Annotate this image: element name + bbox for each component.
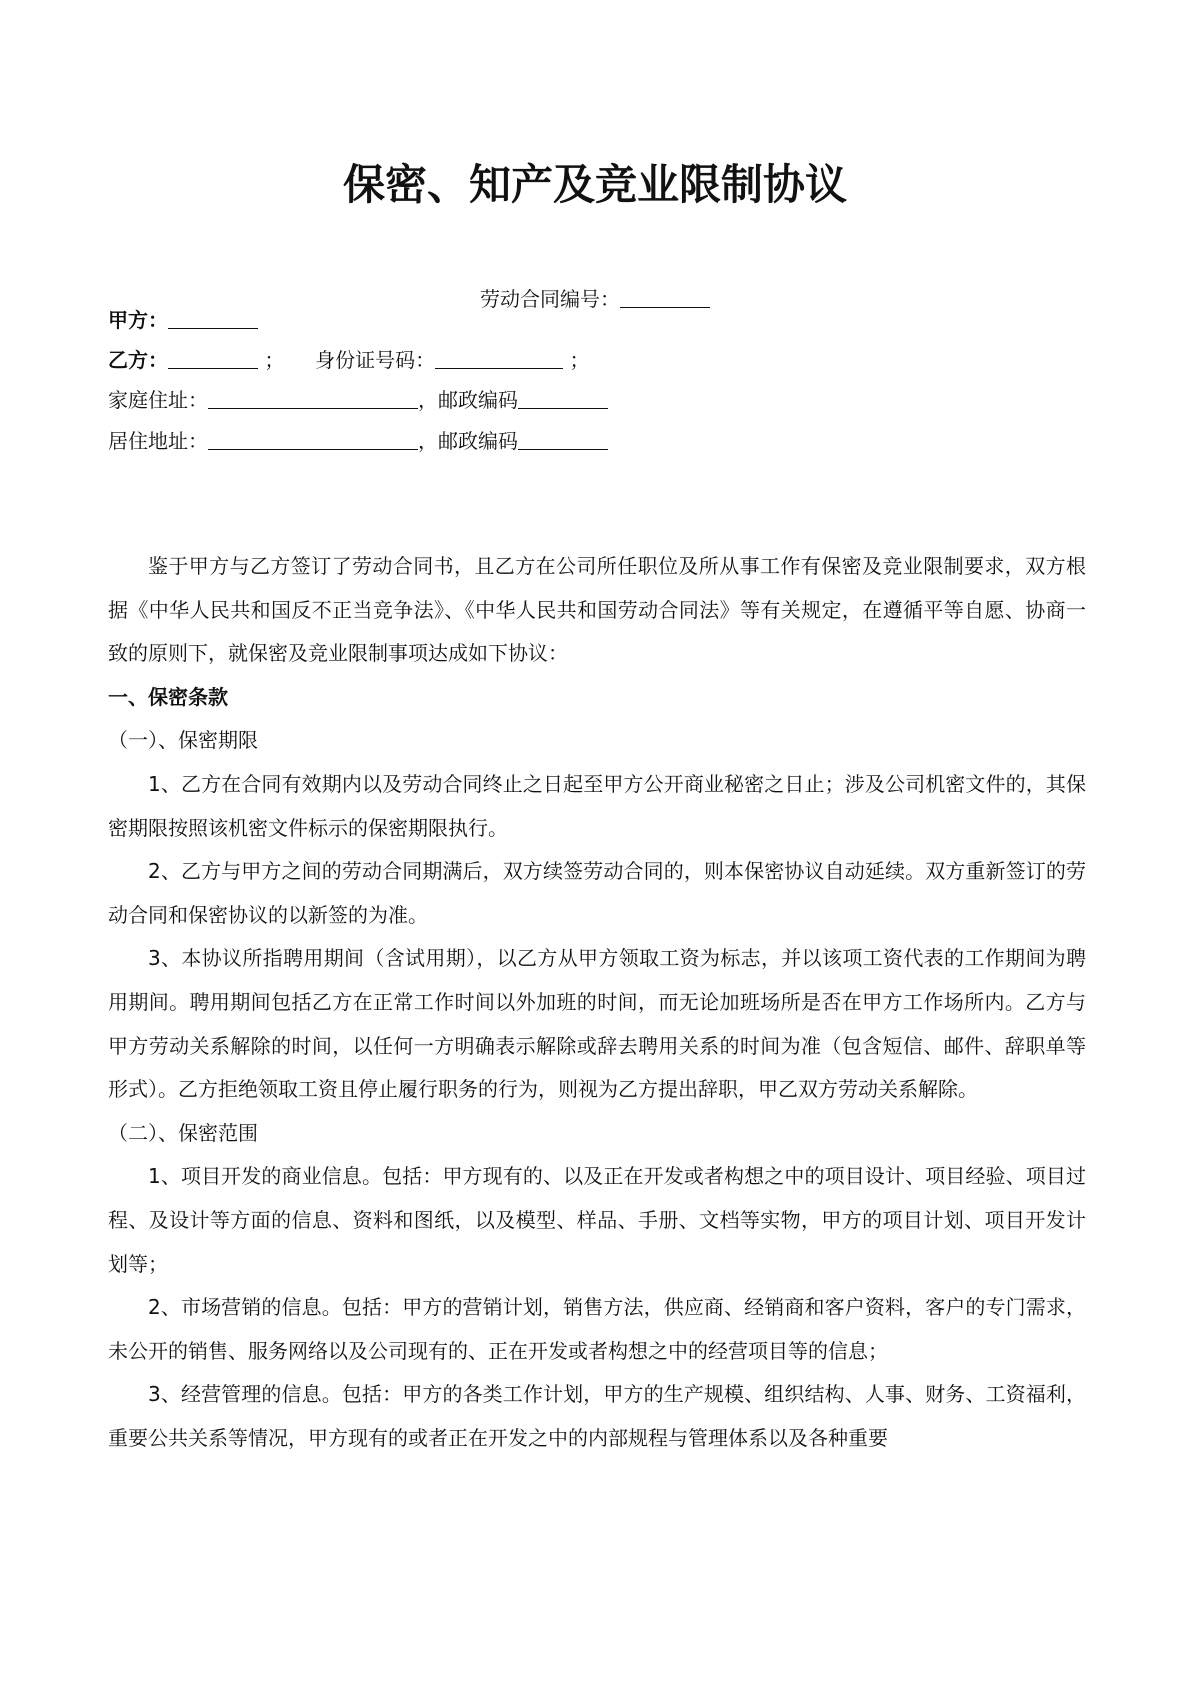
party-b-separator: ； [264, 348, 285, 372]
residence-postcode-label: ，邮政编码 [418, 429, 518, 453]
clause-paragraph: 2、乙方与甲方之间的劳动合同期满后，双方续签劳动合同的，则本保密协议自动延续。双方重新签订的劳动合同和保密协议的以新签的为准。 [108, 859, 1086, 927]
id-number-end: ； [569, 348, 590, 372]
party-a-line [108, 303, 258, 337]
party-a-blank[interactable] [168, 306, 258, 329]
home-address-blank[interactable] [208, 386, 418, 409]
residence-postcode-blank[interactable] [518, 427, 608, 450]
party-b-label: 乙方： [108, 348, 168, 372]
home-postcode-label: ，邮政编码 [418, 388, 518, 412]
subsection-heading: （一）、保密期限 [108, 728, 258, 753]
clause-paragraph: 3、本协议所指聘用期间（含试用期），以乙方从甲方领取工资为标志，并以该项工资代表的工作期间为聘用期间。聘用期间包括乙方在正常工作时间以外加班的时间，而无论加班场所是否在甲方工作场所内。乙方与甲方劳动关系解除的时间，以任何一方明确表示解除或辞去聘用关系的时间为准（包含短信、邮件、辞职单等形式）。乙方拒绝领取工资且停止履行职务的行为，则视为乙方提出辞职，甲乙双方劳动关系解除。 [108, 946, 1086, 1102]
clause-paragraph: 3、经营管理的信息。包括：甲方的各类工作计划，甲方的生产规模、组织结构、人事、财务、工资福利，重要公共关系等情况，甲方现有的或者正在开发之中的内部规程与管理体系以及各种重要 [108, 1382, 1086, 1450]
party-a-label: 甲方： [108, 308, 168, 332]
residence-address-blank[interactable] [208, 427, 418, 450]
section-heading: 一、保密条款 [108, 684, 228, 709]
residence-address-label: 居住地址： [108, 429, 208, 453]
residence-address-line [108, 424, 608, 458]
id-number-label: 身份证号码： [315, 348, 436, 372]
clause-paragraph: 2、市场营销的信息。包括：甲方的营销计划，销售方法，供应商、经销商和客户资料，客户的专门需求，未公开的销售、服务网络以及公司现有的、正在开发或者构想之中的经营项目等的信息； [108, 1295, 1086, 1363]
subsection-heading: （二）、保密范围 [108, 1120, 258, 1145]
contract-number-blank[interactable] [620, 285, 710, 308]
home-postcode-blank[interactable] [518, 386, 608, 409]
home-address-line [108, 383, 608, 417]
party-b-line [108, 343, 589, 377]
clause-paragraph: 1、项目开发的商业信息。包括：甲方现有的、以及正在开发或者构想之中的项目设计、项目经验、项目过程、及设计等方面的信息、资料和图纸，以及模型、样品、手册、文档等实物，甲方的项目计划、项目开发计划等； [108, 1164, 1086, 1276]
home-address-label: 家庭住址： [108, 388, 208, 412]
clause-paragraph: 1、乙方在合同有效期内以及劳动合同终止之日起至甲方公开商业秘密之日止；涉及公司机密文件的，其保密期限按照该机密文件标示的保密期限执行。 [108, 771, 1086, 840]
preamble-paragraph: 鉴于甲方与乙方签订了劳动合同书，且乙方在公司所任职位及所从事工作有保密及竞业限制要求，双方根据《中华人民共和国反不正当竞争法》、《中华人民共和国劳动合同法》等有关规定，在遵循平等自愿、协商一致的原则下，就保密及竞业限制事项达成如下协议： [108, 554, 1086, 666]
contract-number-label: 劳动合同编号： [480, 287, 620, 311]
document-title: 保密、知产及竞业限制协议 [342, 160, 847, 209]
agreement-body [108, 545, 1086, 1460]
party-b-blank[interactable] [168, 346, 258, 369]
id-number-blank[interactable] [435, 346, 563, 369]
